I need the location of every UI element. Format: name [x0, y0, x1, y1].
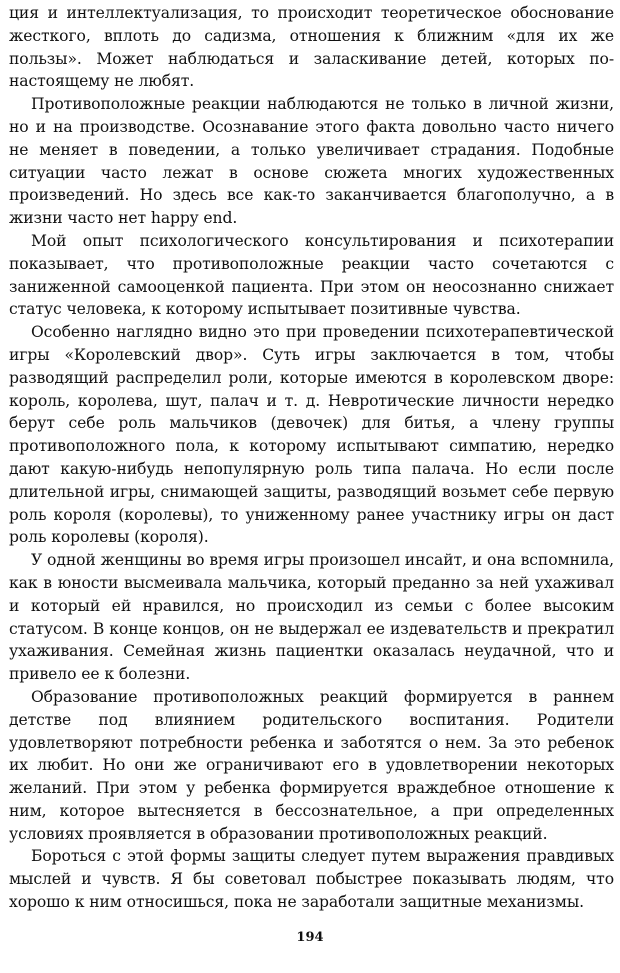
paragraph-7: Бороться с этой формы защиты следует путем выражения правдивых мыслей и чувств. Я бы советовал побыстрее показывать людям, что хорошо к ним относишься, пока не заработали защитные механизмы.	[9, 847, 614, 912]
paragraph-1: ция и интеллектуализация, то происходит теоретическое обоснование жесткого, вплоть до садизма, отношения к ближним «для их же пользы». Может наблюдаться и заласкивание детей, которых по-настоящему не любят.	[9, 4, 614, 91]
paragraph-6: Образование противоположных реакций формируется в раннем детстве под влиянием родительского воспитания. Родители удовлетворяют потребности ребенка и заботятся о нем. За это ребенок их любит. Но они же ограничивают его в удовлетворении некоторых желаний. При этом у ребенка формируется враждебное отношение к ним, которое вытесняется в бессознательное, а при определенных условиях проявляется в образовании противоположных реакций.	[9, 687, 614, 843]
paragraph-4: Особенно наглядно видно это при проведении психотерапевтической игры «Королевский двор». Суть игры заключается в том, чтобы разводящий распределил роли, которые имеются в королевском дворе: король, королева, шут, палач и т. д. Невротические личности нередко берут себе роль мальчиков (девочек) для битья, а члену группы противоположного пола, к которому испытывают симпатию, нередко дают какую-нибудь непопулярную роль типа палача. Но если после длительной игры, снимающей защиты, разводящий возьмет себе первую роль короля (королевы), то униженному ранее участнику игры он даст роль королевы (короля).	[9, 323, 614, 547]
paragraph-2: Противоположные реакции наблюдаются не только в личной жизни, но и на производстве. Осознавание этого факта довольно часто ничего не меняет в поведении, а только увеличивает страдания. Подобные ситуации часто лежат в основе сюжета многих художественных произведений. Но здесь все как-то заканчивается благополучно, а в жизни часто нет happy end.	[9, 95, 614, 228]
page-text	[9, 2, 614, 914]
page-number: 194	[296, 930, 324, 945]
paragraph-3: Мой опыт психологического консультирования и психотерапии показывает, что противоположные реакции часто сочетаются с заниженной самооценкой пациента. При этом он неосознанно снижает статус человека, к которому испытывает позитивные чувства.	[9, 231, 614, 319]
paragraph-5: У одной женщины во время игры произошел инсайт, и она вспомнила, как в юности высмеивала мальчика, который преданно за ней ухаживал и который ей нравился, но происходил из семьи с более высоким статусом. В конце концов, он не выдержал ее издевательств и прекратил ухаживания. Семейная жизнь пациентки оказалась неудачной, что и привело ее к болезни.	[9, 551, 614, 684]
